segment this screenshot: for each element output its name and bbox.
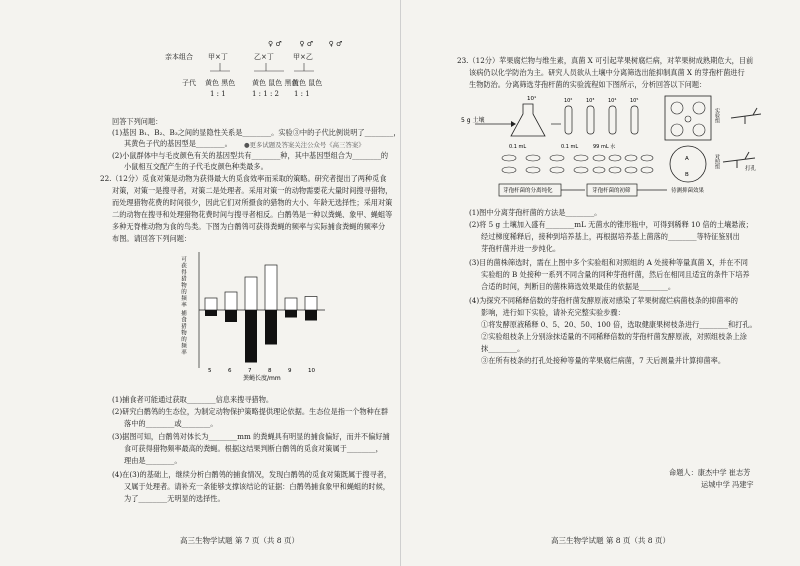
cross-1: 甲×丁 — [208, 53, 228, 61]
q23-line-0: 23.（12分）苹果腐烂物与维生素，真菌 X 可引起苹果树腐烂病，对苹果树成熟期危大，目前 — [457, 56, 754, 65]
q22-sub-8: 为了________无明显的选择性。 — [124, 494, 225, 503]
step-box-3-label: 待测抑菌效果 — [671, 188, 705, 194]
q23-sub-5: 实验组的 B 处接种一系列不同含量的同种芽孢杆菌，然后在相同且适宜的条件下培养 — [481, 270, 750, 279]
petri-dish — [550, 167, 564, 173]
vol-label-2: 0.1 mL — [561, 144, 579, 150]
petri-dish — [625, 155, 637, 161]
parent-symbol-row: ♀ ♂ ♀ ♂ ♀ ♂ — [268, 40, 343, 48]
q23-sub-11: 抹________。 — [481, 344, 525, 353]
plate-label-b: B — [685, 172, 689, 178]
x-tick-8: 8 — [268, 368, 272, 374]
hole-label: 打孔 — [745, 166, 757, 172]
q1-line-a: (1)基因 B₁、B₂、B₃之间的显隐性关系是________。实验③中的子代比例说明了________， — [112, 128, 401, 137]
soil-label: 5 g 土壤 — [461, 117, 485, 124]
x-tick-9: 9 — [288, 368, 292, 374]
q23-sub-8: 影响，进行如下实验，请补充完整实验步骤： — [481, 308, 625, 317]
cross-parents-label: 亲本组合 — [165, 53, 193, 61]
inhibition-zone — [693, 124, 705, 136]
y-label-top: 可获得猎物的频率 — [180, 256, 186, 308]
petri-dish — [526, 155, 540, 161]
q22-sub-5: 理由是________。 — [124, 456, 182, 465]
right-footer: 高三生物学试题 第 8 页（共 8 页） — [551, 536, 670, 545]
q22-line-1: 对策，对策一是搜寻者，对策二是处理者。采用对策一的动物需要花大量时间搜寻猎物， — [112, 186, 393, 195]
cross-ratio-2: 1 : 1 : 2 — [252, 90, 279, 98]
q1-line-b: 其黄色子代的基因型是________。 — [124, 139, 232, 148]
cross-offspring-3: 黄色 鼠色 — [292, 79, 323, 87]
bar-eaten-6 — [225, 310, 237, 322]
q23-sub-12: ③在所有枝条的打孔处接种等量的苹果腐烂病菌，7 天后测量并计算抑菌率。 — [481, 356, 726, 365]
petri-dish — [574, 167, 588, 173]
q22-line-4: 多种无脊椎动物为食的鸟类。下图为白鹡鸰可获得粪蝇的频率与实际捕食粪蝇的频率分 — [112, 222, 386, 231]
vol-label-1: 0.1 mL — [509, 144, 527, 150]
petri-dish — [593, 167, 605, 173]
bar-eaten-8 — [265, 310, 277, 345]
flask — [511, 104, 545, 136]
plate-control-label: 对照组 — [714, 154, 720, 169]
petri-dish — [526, 167, 540, 173]
q-intro: 回答下列问题： — [112, 117, 163, 126]
petri-dish — [609, 167, 621, 173]
x-tick-7: 7 — [248, 368, 252, 374]
left-footer: 高三生物学试题 第 7 页（共 8 页） — [180, 536, 299, 545]
q22-sub-4: 食可获得猎物频率最高的粪蝇。根据这结果判断白鹡鸰的觅食对策属于________， — [124, 444, 383, 453]
q23-line-2: 生物防治。分离筛选芽孢杆菌的实验流程如下图所示，分析回答以下问题： — [469, 80, 707, 89]
x-tick-6: 6 — [228, 368, 232, 374]
bar-available-6 — [225, 292, 237, 310]
q23-sub-4: (3)目的菌株筛选时，需在上图中多个实验组和对照组的 A 处接种等量真菌 X，并在不同 — [469, 258, 748, 267]
q23-sub-9: ①将发酵原液稀释 0、5、20、50、100 倍，选取健康果树枝条进行________和打孔。 — [481, 320, 757, 329]
plate-experimental-label: 实验组 — [714, 108, 720, 123]
x-axis-label: 粪蝇长度/mm — [243, 375, 281, 382]
petri-dish — [609, 155, 621, 161]
cross-ratio-1: 1 : 1 — [210, 90, 226, 98]
cross-offspring-2: 黄色 鼠色 黑色 — [252, 79, 299, 87]
bar-available-7 — [245, 277, 257, 310]
q1-watermark: ●更多试题及答案关注公众号《高三答案》 — [244, 141, 365, 149]
x-tick-5: 5 — [208, 368, 212, 374]
petri-dish — [641, 167, 653, 173]
test-tube — [631, 106, 638, 134]
tube-dilution-label: 10² — [564, 98, 573, 104]
q22-sub-1: (2)研究白鹡鸰的生态位，为制定动物保护策略提供理论依据。生态位是指一个物种在群 — [112, 407, 389, 416]
inhibition-zone — [671, 102, 683, 114]
q23-sub-7: (4)为探究不同稀释倍数的芽孢杆菌发酵原液对感染了苹果树腐烂病菌枝条的抑菌率的 — [469, 296, 738, 305]
bar-eaten-7 — [245, 310, 257, 363]
petri-dish — [502, 155, 516, 161]
step-box-1-label: 芽孢杆菌的分离纯化 — [503, 188, 553, 194]
bar-eaten-5 — [205, 310, 217, 316]
q22-sub-3: (3)据图可知，白鹡鸰对体长为________mm 的粪蝇具有明显的捕食偏好，而并不偏好捕 — [112, 432, 390, 441]
q22-sub-6: (4)在(3)的基础上，继续分析白鹡鸰的捕食情况，发现白鹡鸰的觅食对策既属于搜寻者， — [112, 470, 392, 479]
q22-line-5: 布图。请回答下列问题： — [112, 234, 192, 243]
water-label: 99 mL 水 — [593, 144, 616, 150]
q22-sub-0: (1)捕食者可能通过获取________信息来搜寻猎物。 — [112, 395, 274, 404]
credit-line-2: 运城中学 冯建宇 — [701, 480, 754, 489]
cross-ratio-3: 1 : 1 — [294, 90, 310, 98]
q23-sub-3: 芽孢杆菌并进一步纯化。 — [481, 244, 561, 253]
q23-sub-6: 合适的时间，判断目的菌株筛选效果最佳的依据是________。 — [481, 282, 676, 291]
test-tube — [609, 106, 616, 134]
y-label-bottom: 捕食猎物的频率 — [180, 310, 186, 356]
tube-dilution-label: 10⁵ — [630, 98, 639, 104]
credit-line-1: 命题人：康杰中学 崔志芳 — [669, 468, 751, 477]
q23-sub-2: 经过梯度稀释后，接种到培养基上，再根据培养基上菌落的________等特征鉴别出 — [481, 232, 740, 241]
petri-dish — [574, 155, 588, 161]
cross-offspring-label: 子代 — [182, 79, 196, 87]
inhibition-zone — [685, 116, 691, 122]
q22-line-2: 而处理猎物花费的时间很少，因此它们对所摄食的猎物的大小、年龄无选择性；采用对策 — [112, 198, 393, 207]
q2-line-a: (2)小鼠群体中与毛皮颜色有关的基因型共有________种，其中基因型组合为________的 — [112, 151, 389, 160]
inhibition-zone — [693, 102, 705, 114]
q23-sub-0: (1)图中分离芽孢杆菌的方法是________。 — [469, 208, 602, 217]
petri-dish — [593, 155, 605, 161]
test-tube — [587, 106, 594, 134]
cross-2: 乙×丁 — [254, 53, 274, 61]
q23-sub-1: (2)将 5 g 土壤加入盛有________mL 无菌水的锥形瓶中，可得到稀释 10 倍的土壤悬液； — [469, 220, 753, 229]
plate-label-a: A — [685, 156, 689, 162]
petri-dish — [502, 167, 516, 173]
mirror-bar-chart — [175, 248, 345, 383]
soil-arrow-head — [511, 121, 516, 127]
test-tube — [565, 106, 572, 134]
petri-dish — [550, 155, 564, 161]
dilution-1: 10¹ — [527, 96, 537, 102]
x-tick-10: 10 — [308, 368, 315, 374]
tube-dilution-label: 10⁴ — [608, 98, 617, 104]
petri-dish — [641, 155, 653, 161]
right-page — [400, 0, 800, 566]
cross-offspring-1: 黄色 黑色 — [205, 79, 236, 87]
q2-line-b: 小鼠相互交配产生的子代毛皮颜色种类最多。 — [124, 162, 268, 171]
bar-available-5 — [205, 298, 217, 310]
q22-line-3: 二的动物在搜寻和处理猎物花费时间与搜寻者相反。白鹡鸰是一种以粪蝇、象甲、蝇蛆等 — [112, 210, 393, 219]
step-box-2-label: 芽孢杆菌的初筛 — [592, 188, 631, 194]
q22-line-0: 22.（12分）觅食对策是动物为获得最大的觅食效率而采取的策略。研究者提出了两种觅食 — [100, 174, 387, 183]
bar-available-10 — [305, 297, 317, 311]
experiment-flow-diagram — [461, 92, 761, 204]
cross-3: 甲×乙 — [293, 53, 313, 61]
bar-eaten-10 — [305, 310, 317, 321]
inhibition-zone — [671, 124, 683, 136]
bar-eaten-9 — [285, 310, 297, 318]
petri-dish — [625, 167, 637, 173]
bar-available-9 — [285, 298, 297, 310]
tube-dilution-label: 10³ — [586, 98, 595, 104]
bar-available-8 — [265, 265, 277, 310]
q22-sub-2: 落中的________或________。 — [124, 419, 218, 428]
q23-line-1: 该病仍以化学防治为主。研究人员欲从土壤中分离筛选出能抑制真菌 X 的芽孢杆菌进行 — [469, 68, 745, 77]
branch-icon-top — [731, 108, 761, 124]
q22-sub-7: 又属于处理者。请补充一条能够支撑该结论的证据：白鹡鸰捕食象甲和蝇蛆的时候， — [124, 482, 390, 491]
q23-sub-10: ②实验组枝条上分别涂抹适量的不同稀释倍数的芽孢杆菌发酵原液，对照组枝条上涂 — [481, 332, 747, 341]
